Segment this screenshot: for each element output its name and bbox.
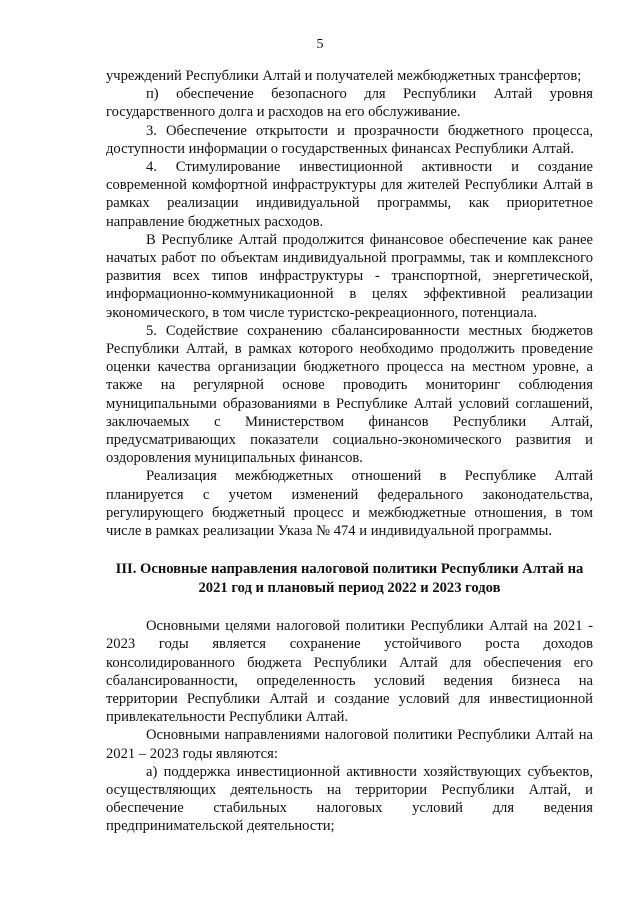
paragraph: 5. Содействие сохранению сбалансированности местных бюджетов Республики Алтай, в рамках которого необходимо продолжить проведение оценки качества организации бюджетного процесса на местном уровне, а также на регулярной основе проводить мониторинг соблюдения муниципальными образованиями в Республике Алтай условий соглашений, заключаемых с Министерством финансов Республики Алтай, предусматривающих показатели социально-экономического развития и оздоровления муниципальных финансов. <box>106 322 593 467</box>
paragraph: Основными направлениями налоговой политики Республики Алтай на 2021 – 2023 годы являются: <box>106 727 593 762</box>
paragraph: а) поддержка инвестиционной активности хозяйствующих субъектов, осуществляющих деятельность на территории Республики Алтай, и обеспечение стабильных налоговых условий для ведения предпринимательской деятельности; <box>106 763 593 835</box>
paragraph: В Республике Алтай продолжится финансовое обеспечение как ранее начатых работ по объектам индивидуальной программы, так и комплексного развития всех типов инфраструктуры - транспортной, энергетической, информационно-коммуникационной в целях эффективной реализации экономического, в том числе туристско-рекреационного, потенциала. <box>106 231 593 321</box>
paragraph: 4. Стимулирование инвестиционной активности и создание современной комфортной инфраструктуры для жителей Республики Алтай в рамках реализации индивидуальной программы, как приоритетное направление бюджетных расходов. <box>106 159 593 230</box>
paragraph: Реализация межбюджетных отношений в Республике Алтай планируется с учетом изменений федерального законодательства, регулирующего бюджетный процесс и межбюджетные отношения, в том числе в рамках реализации Указа № 474 и индивидуальной программы. <box>106 468 593 540</box>
page-number: 5 <box>316 37 324 52</box>
paragraph: учреждений Республики Алтай и получателей межбюджетных трансфертов; <box>106 68 582 84</box>
paragraph: 3. Обеспечение открытости и прозрачности бюджетного процесса, доступности информации о государственных финансах Республики Алтай. <box>106 122 593 157</box>
document-body <box>106 67 593 836</box>
section-heading: III. Основные направления налоговой политики Республики Алтай на 2021 год и плановый период 2022 и 2023 годов <box>115 561 584 596</box>
paragraph: п) обеспечение безопасного для Республики Алтай уровня государственного долга и расходов на его обслуживание. <box>106 86 593 121</box>
paragraph: Основными целями налоговой политики Республики Алтай на 2021 - 2023 годы является сохранение устойчивого роста доходов консолидированного бюджета Республики Алтай для обеспечения его сбалансированности, определенность условий ведения бизнеса на территории Республики Алтай и создание условий для инвестиционной привлекательности Республики Алтай. <box>106 618 593 726</box>
